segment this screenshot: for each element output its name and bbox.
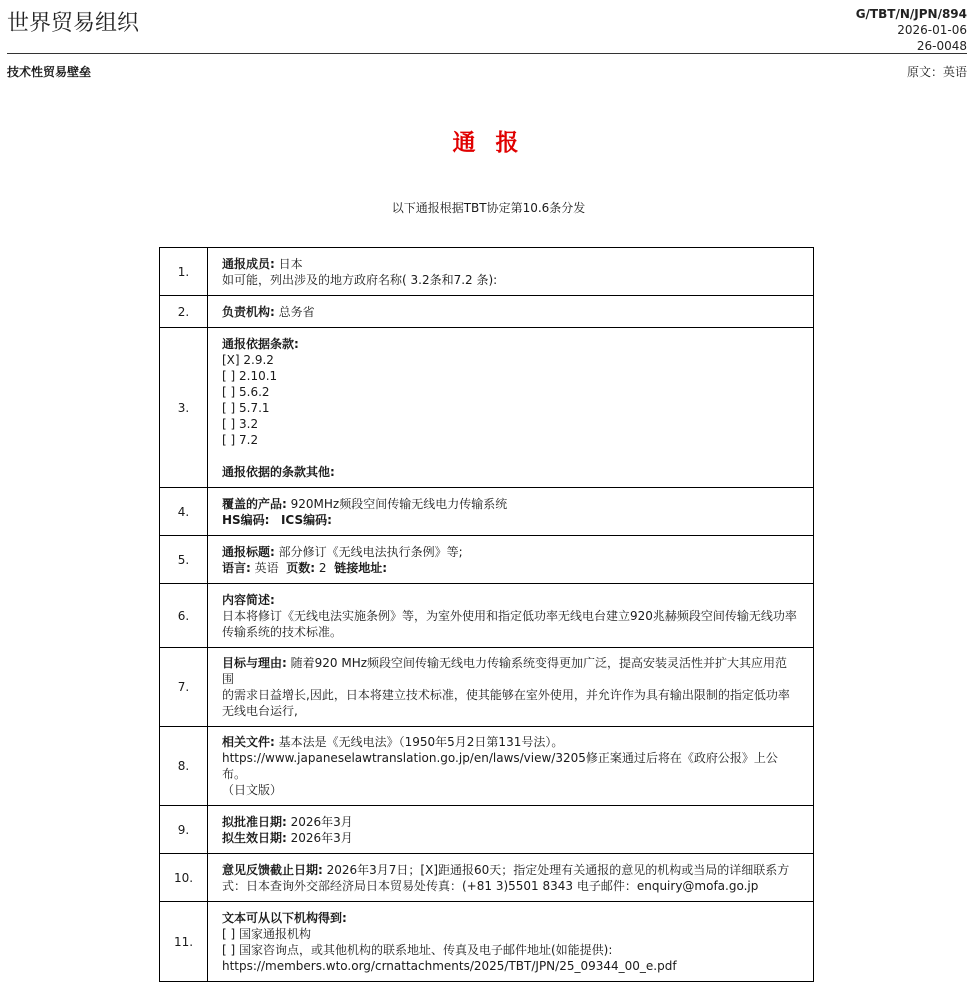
row-number: 7. <box>160 648 208 727</box>
basis-label: 通报依据条款: <box>222 336 299 351</box>
committee-name: 技术性贸易壁垒 <box>7 65 92 79</box>
products-label: 覆盖的产品: <box>222 496 287 511</box>
row-number: 2. <box>160 296 208 328</box>
document-number: G/TBT/N/JPN/894 <box>855 7 967 21</box>
description-text: 传输系统的技术标准。 <box>222 624 343 639</box>
spacer <box>222 448 799 464</box>
table-row <box>160 488 814 536</box>
basis-other-label: 通报依据的条款其他: <box>222 464 335 479</box>
ics-label: ICS编码: <box>280 512 332 527</box>
agency-value: 总务省 <box>274 304 315 319</box>
approval-date-label: 拟批准日期: <box>222 814 287 829</box>
basis-option: [ ] 2.10.1 <box>222 368 278 383</box>
objective-text: 的需求日益增长,因此，日本将建立技术标准，使其能够在室外使用，并允许作为具有输出限制的指定低功率 <box>222 688 790 702</box>
table-row <box>160 648 814 727</box>
table-row <box>160 854 814 902</box>
member-value: 日本 <box>274 256 303 271</box>
language-value: 英语 <box>250 560 279 575</box>
row-number: 11. <box>160 902 208 982</box>
hs-label: HS编码: <box>222 512 270 527</box>
notification-table <box>159 247 814 982</box>
row-content <box>208 328 814 488</box>
row-content <box>208 488 814 536</box>
pages-value: 2 <box>315 560 327 575</box>
basis-option: [ ] 5.6.2 <box>222 384 270 399</box>
table-row <box>160 328 814 488</box>
deadline-label: 意见反馈截止日期: <box>222 862 323 877</box>
availability-option: [ ] 国家咨询点，或其他机构的联系地址、传真及电子邮件地址(如能提供): <box>222 942 613 957</box>
row-content <box>208 536 814 584</box>
description-text: 日本将修订《无线电法实施条例》等，为室外使用和指定低功率无线电台建立920兆赫频段空间传输无线功率 <box>222 608 797 623</box>
intro-text: 以下通报根据TBT协定第10.6条分发 <box>391 201 586 215</box>
products-value: 920MHz频段空间传输无线电力传输系统 <box>286 496 508 511</box>
availability-label: 文本可从以下机构得到: <box>222 910 347 925</box>
basis-option: [ ] 7.2 <box>222 432 259 447</box>
row-number: 3. <box>160 328 208 488</box>
table-row <box>160 584 814 648</box>
documents-label: 相关文件: <box>222 735 275 749</box>
contact-text: 式：日本查询外交部经济局日本贸易处传真：(+81 3)5501 8343 电子邮件：enquiry@mofa.go.jp <box>222 878 759 893</box>
row-number: 8. <box>160 727 208 806</box>
effective-date-label: 拟生效日期: <box>222 830 287 845</box>
table-row <box>160 536 814 584</box>
documents-text: 基本法是《无线电法》（1950年5月2日第131号法）。 <box>274 735 564 749</box>
row-content <box>208 902 814 982</box>
row-content <box>208 248 814 296</box>
deadline-text: 2026年3月7日；[X]距通报60天；指定处理有关通报的意见的机构或当局的详细联系方 <box>322 862 790 877</box>
pages-label: 页数: <box>286 560 316 575</box>
approval-date-value: 2026年3月 <box>286 814 353 829</box>
documents-text: （日文版） <box>222 783 283 797</box>
objective-text: 无线电台运行, <box>222 704 298 718</box>
agency-label: 负责机构: <box>222 304 275 319</box>
objective-label: 目标与理由: <box>222 656 287 670</box>
row-content <box>208 296 814 328</box>
row-number: 1. <box>160 248 208 296</box>
document-ref: 26-0048 <box>916 39 967 53</box>
row-content <box>208 727 814 806</box>
row-content <box>208 854 814 902</box>
effective-date-value: 2026年3月 <box>286 830 353 845</box>
header-divider <box>7 53 967 54</box>
row-number: 6. <box>160 584 208 648</box>
link-label: 链接地址: <box>334 560 387 575</box>
page-title: 通 报 <box>452 130 525 156</box>
row-number: 5. <box>160 536 208 584</box>
table-row <box>160 902 814 982</box>
documents-link[interactable]: https://www.japaneselawtranslation.go.jp/en/laws/view/3205修正案通过后将在《政府公报》上公布。 <box>222 751 778 781</box>
local-gov-text: 如可能，列出涉及的地方政府名称( 3.2条和7.2 条): <box>222 272 498 287</box>
table-row <box>160 806 814 854</box>
basis-option: [ ] 3.2 <box>222 416 259 431</box>
member-label: 通报成员: <box>222 256 275 271</box>
language-label: 语言: <box>222 560 251 575</box>
table-row <box>160 727 814 806</box>
title-value: 部分修订《无线电法执行条例》等; <box>274 544 463 559</box>
row-content <box>208 584 814 648</box>
row-number: 9. <box>160 806 208 854</box>
table-row <box>160 296 814 328</box>
row-content <box>208 648 814 727</box>
basis-option: [X] 2.9.2 <box>222 352 274 367</box>
org-name: 世界贸易组织 <box>7 11 140 36</box>
basis-option: [ ] 5.7.1 <box>222 400 270 415</box>
row-number: 4. <box>160 488 208 536</box>
row-content <box>208 806 814 854</box>
objective-text: 随着920 MHz频段空间传输无线电力传输系统变得更加广泛，提高安装灵活性并扩大其应用范围 <box>222 656 788 686</box>
doc-meta <box>856 6 967 54</box>
availability-option: [ ] 国家通报机构 <box>222 926 311 941</box>
availability-link[interactable]: https://members.wto.org/crnattachments/2025/TBT/JPN/25_09344_00_e.pdf <box>222 958 677 973</box>
document-date: 2026-01-06 <box>897 23 967 37</box>
row-number: 10. <box>160 854 208 902</box>
title-label: 通报标题: <box>222 544 275 559</box>
description-label: 内容简述: <box>222 592 275 607</box>
original-language: 原文：英语 <box>906 65 967 79</box>
table-row <box>160 248 814 296</box>
